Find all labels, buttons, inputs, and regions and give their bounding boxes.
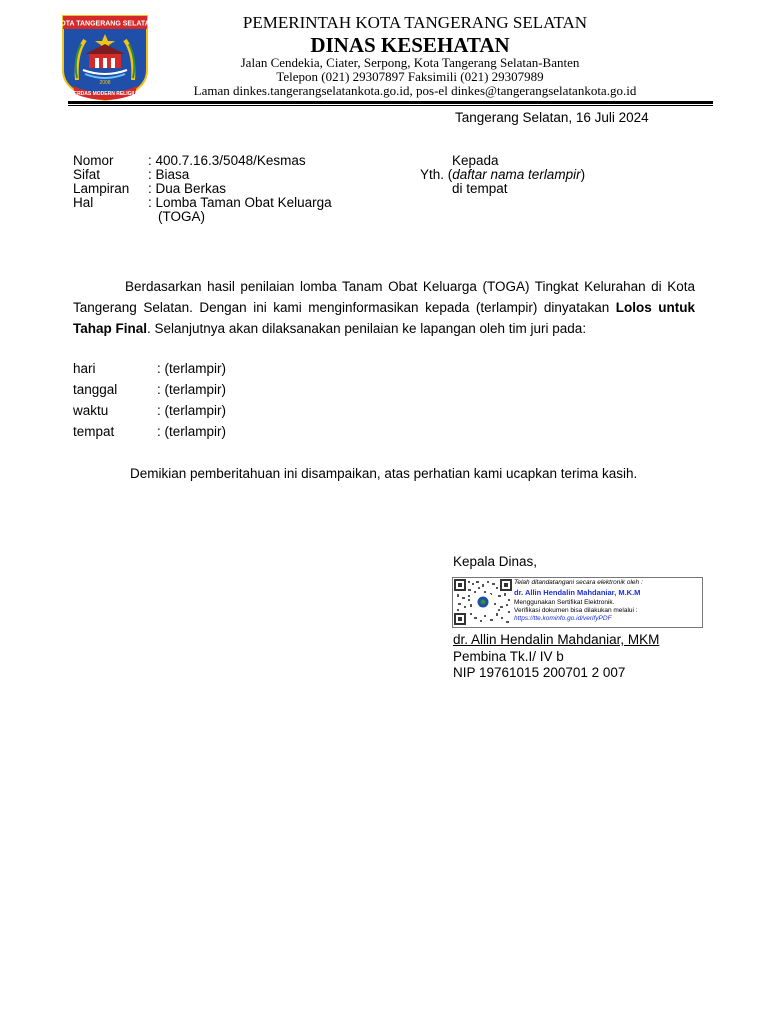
e-signature-name: dr. Allin Hendalin Mahdaniar, M.K.M [514, 588, 641, 597]
meta-row [73, 181, 226, 196]
meta-value: : Biasa [148, 167, 190, 182]
letterhead-rule-thin [68, 105, 713, 106]
logo-year-text: 2008 [99, 80, 111, 86]
recipient-kepada: Kepada [452, 153, 499, 168]
schedule-row [73, 361, 226, 376]
city-logo [55, 14, 155, 102]
schedule-row [73, 382, 226, 397]
recipient-yth-prefix: Yth. ( [420, 167, 453, 182]
letterhead-agency: DINAS KESEHATAN [310, 33, 510, 57]
letterhead-government: PEMERINTAH KOTA TANGERANG SELATAN [242, 13, 588, 32]
e-signature-cert: Menggunakan Sertifikat Elektronik. [514, 599, 615, 606]
meta-value: : 400.7.16.3/5048/Kesmas [148, 153, 306, 168]
body-paragraph [73, 276, 695, 339]
meta-value: : Lomba Taman Obat Keluarga [148, 195, 332, 210]
logo-top-text: KOTA TANGERANG SELATAN [55, 20, 155, 28]
body-text-a: Berdasarkan hasil penilaian lomba Tanam Obat Keluarga (TOGA) Tingkat Kelurahan di Kota Tangerang Selatan [73, 279, 695, 315]
meta-label: Lampiran [73, 181, 130, 196]
schedule-value: : (terlampir) [157, 424, 227, 439]
body-bold-text: Lolos untuk Tahap Final [73, 300, 695, 336]
schedule-row [73, 424, 226, 439]
signatory-name: dr. Allin Hendalin Mahdaniar, MKM [453, 632, 660, 647]
meta-row [73, 153, 306, 168]
body-text-b: . Dengan ini kami menginformasikan kepada (terlampir) dinyatakan [189, 300, 616, 315]
letterhead-web: Laman dinkes.tangerangselatankota.go.id, pos-el dinkes@tangerangselatankota.go.id [193, 83, 637, 98]
letterhead-rule-thick [68, 101, 713, 104]
meta-label: Nomor [73, 153, 114, 168]
schedule-value: : (terlampir) [157, 403, 227, 418]
letterhead-address: Jalan Cendekia, Ciater, Serpong, Kota Tangerang Selatan-Banten [240, 55, 580, 70]
recipient-place: di tempat [452, 181, 508, 196]
schedule-row [73, 403, 226, 418]
closing-sentence: Demikian pemberitahuan ini disampaikan, atas perhatian kami ucapkan terima kasih. [130, 466, 638, 481]
letterhead-phone: Telepon (021) 29307897 Faksimili (021) 29307989 [276, 69, 544, 84]
signatory-rank: Pembina Tk.I/ IV b [453, 649, 564, 664]
recipient-yth-name: daftar nama terlampir [452, 167, 581, 182]
qr-code-icon [454, 579, 512, 625]
e-signature-note: Telah ditandatangani secara elektronik oleh : [514, 579, 643, 586]
signature-title: Kepala Dinas, [453, 554, 538, 569]
logo-motto-text: CERDAS MODERN RELIGIUS [70, 91, 140, 97]
schedule-label: hari [73, 361, 96, 376]
meta-label: Hal [73, 195, 94, 210]
e-signature-box [452, 577, 703, 628]
letter-date: Tangerang Selatan, 16 Juli 2024 [455, 110, 649, 125]
schedule-value: : (terlampir) [157, 361, 227, 376]
e-signature-link[interactable]: https://tte.kominfo.go.id/verifyPDF [514, 615, 612, 622]
signatory-nip: NIP 19761015 200701 2 007 [453, 665, 626, 680]
schedule-label: waktu [73, 403, 109, 418]
recipient-yth [420, 167, 585, 182]
meta-row [73, 167, 189, 182]
recipient-yth-suffix: ) [580, 167, 586, 182]
schedule-label: tanggal [73, 382, 118, 397]
meta-value: : Dua Berkas [148, 181, 227, 196]
meta-label: Sifat [73, 167, 101, 182]
meta-row [73, 195, 332, 210]
body-text-c: . Selanjutnya akan dilaksanakan penilaian ke lapangan oleh tim juri pada: [147, 321, 587, 336]
schedule-value: : (terlampir) [157, 382, 227, 397]
e-signature-verify: Verifikasi dokumen bisa dilakukan melalui : [514, 607, 638, 614]
schedule-label: tempat [73, 424, 115, 439]
meta-hal-continuation: (TOGA) [158, 209, 205, 224]
